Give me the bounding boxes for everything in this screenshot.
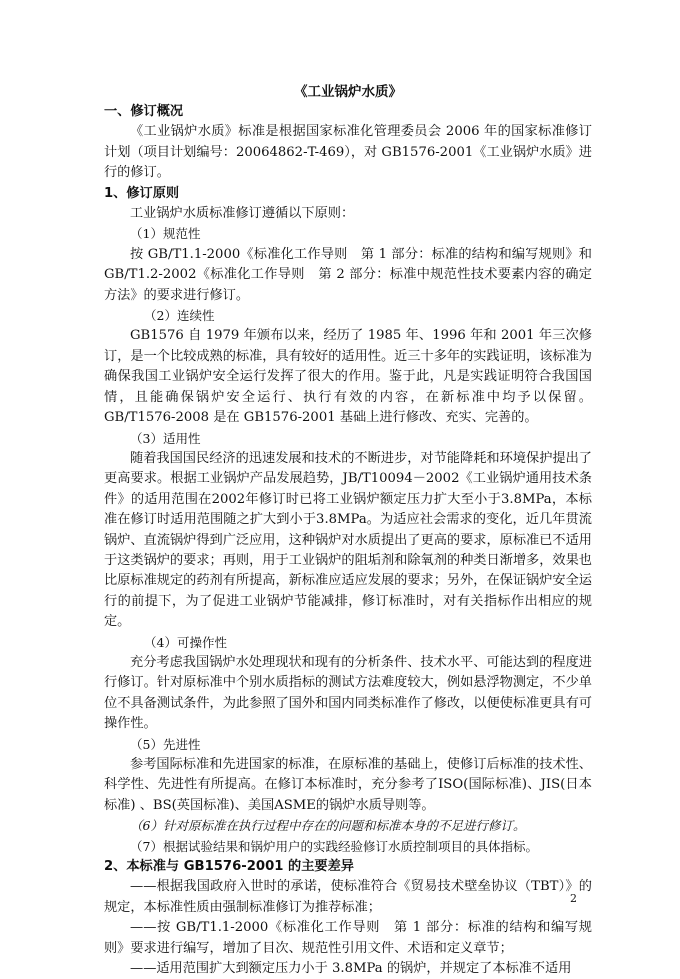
page-number: 2 [570,892,577,905]
principle-4-text: 充分考虑我国锅炉水处理现状和现有的分析条件、技术水平、可能达到的程度进行修订。针对原标准中个别水质指标的测试方法难度较大，例如悬浮物测定，不少单位不具备测试条件，为此参照了国外和国内同类标准作了修改，以便使标准更具有可操作性。 [104,654,592,732]
principle-3-heading: （3）适用性 [130,430,201,446]
principles-intro: 工业锅炉水质标准修订遵循以下原则： [130,206,355,222]
document-body [104,82,592,979]
principle-1-text: 按 GB/T1.1-2000《标准化工作导则 第 1 部分：标准的结构和编写规则》和GB/T1.2-2002《标准化工作导则 第 2 部分：标准中规范性技术要素内容的确定方法》的要求进行修订。 [104,246,592,303]
section-heading-principles: 1、修订原则 [104,185,180,201]
section-heading-overview: 一、修订概况 [104,104,184,119]
difference-1-text: ——根据我国政府入世时的承诺，使标准符合《贸易技术壁垒协议（TBT）》的规定，本标准性质由强制标准修订为推荐标准； [104,879,592,915]
principle-4-heading: （4）可操作性 [144,634,227,650]
principle-3-text: 随着我国国民经济的迅速发展和技术的不断进步，对节能降耗和环境保护提出了更高要求。根据工业锅炉产品发展趋势，JB/T10094－2002《工业锅炉通用技术条件》的适用范围在2002年修订时已将工业锅炉额定压力扩大至小于3.8MPa，本标准在修订时适用范围随之扩大到小于3.8MPa。为适应社会需求的变化，近几年贯流锅炉、直流锅炉得到广泛应用，这种锅炉对水质提出了更高的要求，原标准已不适用于这类锅炉的要求；再则，用于工业锅炉的阻垢剂和除氧剂的种类日渐增多，效果也比原标准规定的药剂有所提高，新标准应适应发展的要求；另外，在保证锅炉安全运行的前提下，为了促进工业锅炉节能减排，修订标准时，对有关指标作出相应的规定。 [104,450,592,630]
difference-3-text: ——适用范围扩大到额定压力小于 3.8MPa 的锅炉，并规定了本标准不适用 [130,961,572,977]
document-title: 《工业锅炉水质》 [294,84,402,100]
principle-7-text: （7）根据试验结果和锅炉用户的实践经验修订水质控制项目的具体指标。 [130,838,538,854]
difference-2-text: ——按 GB/T1.1-2000《标准化工作导则 第 1 部分：标准的结构和编写规则》要求进行编写，增加了目次、规范性引用文件、术语和定义章节； [104,920,592,956]
principle-6-text: （6）针对原标准在执行过程中存在的问题和标准本身的不足进行修订。 [130,818,526,834]
section-heading-differences: 2、本标准与 GB1576-2001 的主要差异 [104,859,354,875]
principle-1-heading: （1）规范性 [130,226,201,242]
principle-2-heading: （2）连续性 [144,308,215,324]
principle-2-text: GB1576 自 1979 年颁布以来，经历了 1985 年、1996 年和 2001 年三次修订，是一个比较成熟的标准，具有较好的适用性。近三十多年的实践证明，该标准为确保我国工业锅炉安全运行发挥了很大的作用。鉴于此，凡是实践证明符合我国国情，且能确保锅炉安全运行、执行有效的内容，在新标准中均予以保留。GB/T1576-2008 是在 GB1576-2001 基础上进行修改、充实、完善的。 [104,328,592,426]
overview-paragraph: 《工业锅炉水质》标准是根据国家标准化管理委员会 2006 年的国家标准修订计划（项目计划编号：20064862-T-469），对 GB1576-2001《工业锅炉水质》进行的修订。 [104,124,592,181]
principle-5-text: 参考国际标准和先进国家的标准，在原标准的基础上，使修订后标准的技术性、科学性、先进性有所提高。在修订本标准时，充分参考了ISO(国际标准)、JIS(日本标准) 、BS(英国标准)、美国ASME的锅炉水质导则等。 [104,757,592,813]
principle-5-heading: （5）先进性 [130,736,201,752]
